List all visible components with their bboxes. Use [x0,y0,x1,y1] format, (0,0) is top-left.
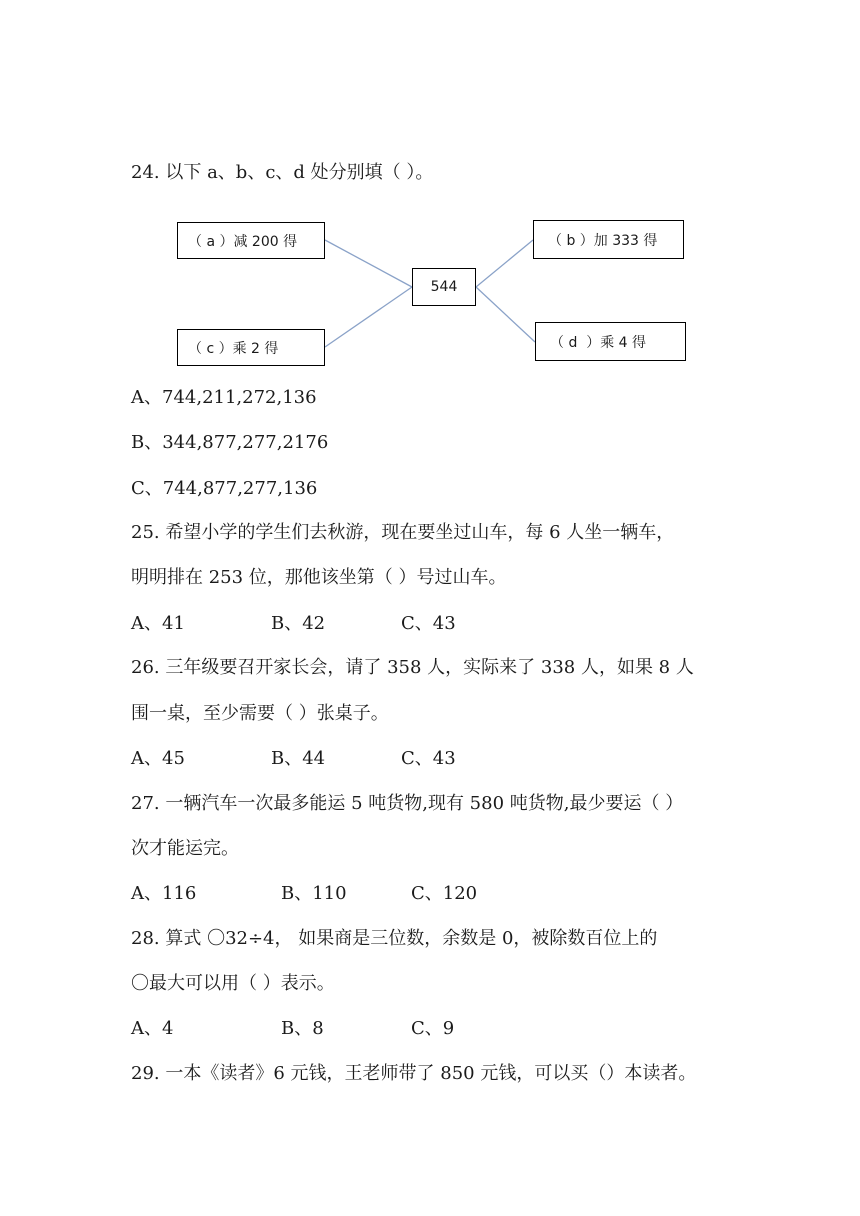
diagram-box-d: （ d ）乘 4 得 [535,322,686,361]
question-28-line1: 28. 算式 〇32÷4， 如果商是三位数，余数是 0，被除数百位上的 [131,928,658,949]
diagram-box-a: （ a ）减 200 得 [177,222,325,259]
option-28-b: B、8 [281,1018,324,1039]
option-25-a: A、41 [131,613,185,634]
question-24-diagram [170,215,690,370]
option-26-a: A、45 [131,748,185,769]
option-24-a: A、744,211,272,136 [131,387,317,408]
option-27-a: A、116 [131,883,197,904]
option-27-c: C、120 [411,883,478,904]
option-26-c: C、43 [401,748,456,769]
option-25-b: B、42 [271,613,326,634]
diagram-box-b: （ b ）加 333 得 [533,220,684,259]
question-25-line1: 25. 希望小学的学生们去秋游，现在要坐过山车，每 6 人坐一辆车， [131,522,675,543]
question-27-line1: 27. 一辆汽车一次最多能运 5 吨货物,现有 580 吨货物,最少要运（ ） [131,793,684,814]
question-26-line2: 围一桌，至少需要（ ）张桌子。 [131,703,389,724]
question-26-line1: 26. 三年级要召开家长会，请了 358 人，实际来了 338 人，如果 8 人 [131,657,694,678]
diagram-center-box: 544 [412,268,476,306]
question-28-line2: 〇最大可以用（ ）表示。 [131,973,335,994]
diagram-box-c: （ c ）乘 2 得 [177,329,325,366]
option-24-c: C、744,877,277,136 [131,478,318,499]
option-26-b: B、44 [271,748,326,769]
option-28-a: A、4 [131,1018,174,1039]
question-24-text: 24. 以下 a、b、c、d 处分别填（ ）。 [131,162,434,183]
question-29-line1: 29. 一本《读者》6 元钱，王老师带了 850 元钱，可以买（）本读者。 [131,1063,697,1084]
option-28-c: C、9 [411,1018,455,1039]
question-25-line2: 明明排在 253 位，那他该坐第（ ）号过山车。 [131,567,507,588]
option-27-b: B、110 [281,883,347,904]
option-25-c: C、43 [401,613,456,634]
question-27-line2: 次才能运完。 [131,838,239,859]
option-24-b: B、344,877,277,2176 [131,432,329,453]
